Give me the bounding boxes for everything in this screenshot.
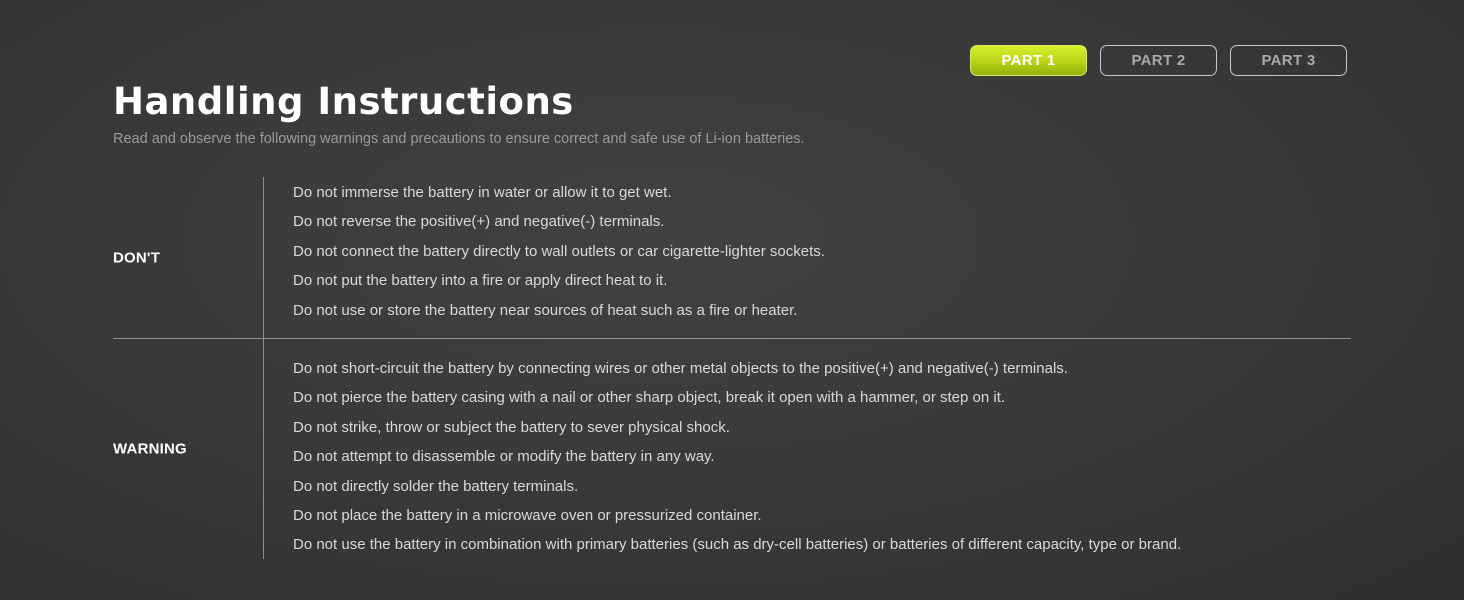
list-item: Do not connect the battery directly to wall outlets or car cigarette-lighter sockets.	[293, 242, 825, 260]
list-item: Do not use the battery in combination with primary batteries (such as dry-cell batteries) or batteries of different capacity, type or brand.	[293, 536, 1182, 554]
page-subtitle: Read and observe the following warnings and precautions to ensure correct and safe use of Li-ion batteries.	[113, 131, 805, 147]
tab-part-1[interactable]: PART 1	[970, 45, 1087, 76]
warning-label: WARNING	[113, 440, 187, 458]
tab-part-3[interactable]: PART 3	[1230, 45, 1347, 76]
list-item: Do not reverse the positive(+) and negative(-) terminals.	[293, 213, 665, 231]
dont-vertical-divider	[263, 177, 264, 338]
page-title: Handling Instructions	[113, 80, 574, 123]
list-item: Do not strike, throw or subject the battery to sever physical shock.	[293, 418, 730, 436]
list-item: Do not put the battery into a fire or apply direct heat to it.	[293, 272, 668, 290]
dont-section	[113, 177, 1351, 338]
list-item: Do not attempt to disassemble or modify the battery in any way.	[293, 448, 715, 466]
warning-vertical-divider	[263, 339, 264, 559]
warning-section	[113, 339, 1351, 559]
part-tabs	[970, 45, 1347, 76]
list-item: Do not immerse the battery in water or allow it to get wet.	[293, 184, 672, 201]
list-item: Do not place the battery in a microwave oven or pressurized container.	[293, 506, 762, 524]
list-item: Do not use or store the battery near sources of heat such as a fire or heater.	[293, 301, 798, 319]
warning-list	[293, 354, 1181, 560]
tab-part-2[interactable]: PART 2	[1100, 45, 1217, 76]
list-item: Do not pierce the battery casing with a nail or other sharp object, break it open with a hammer, or step on it.	[293, 389, 1006, 407]
dont-list	[293, 178, 825, 325]
list-item: Do not short-circuit the battery by connecting wires or other metal objects to the positive(+) and negative(-) terminals.	[293, 360, 1068, 377]
list-item: Do not directly solder the battery terminals.	[293, 477, 579, 495]
dont-label: DON'T	[113, 249, 161, 266]
